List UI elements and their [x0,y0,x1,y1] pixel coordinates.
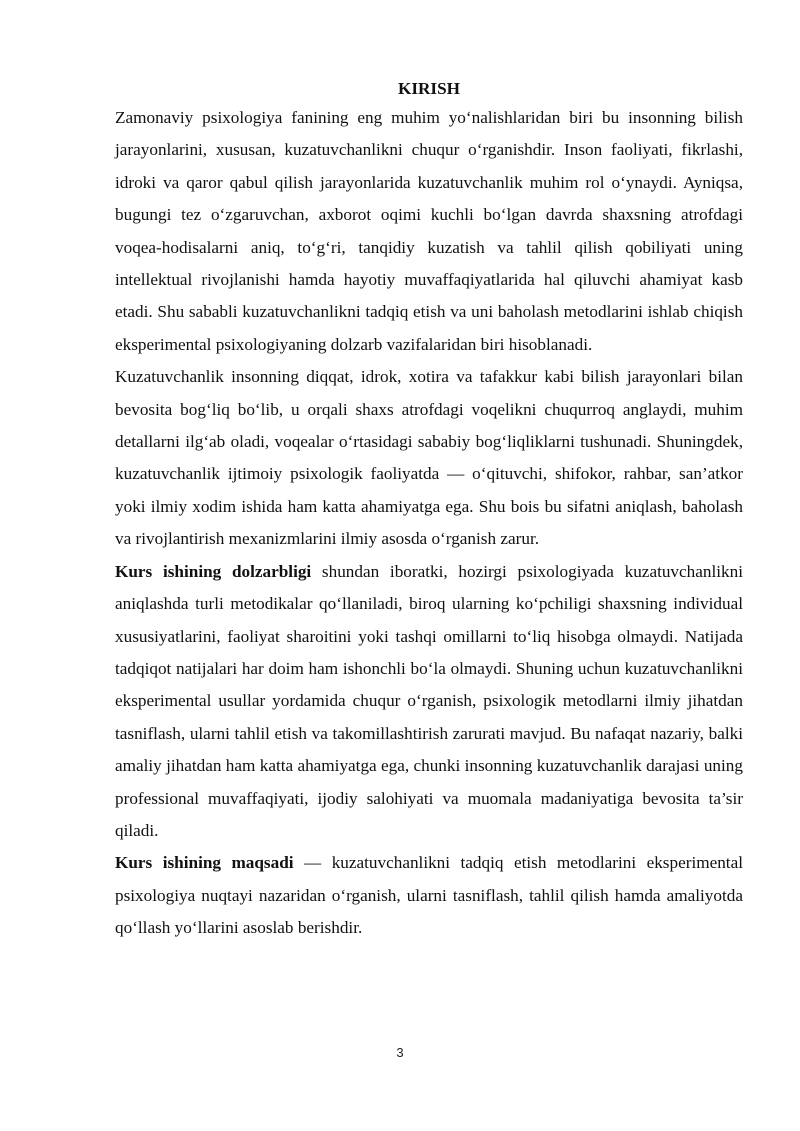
goal-text: — kuzatuvchanlikni tadqiq etish metodlarini eksperimental psixologiya nuqtayi nazaridan o‘rganish, ularni tasniflash, tahlil qilish hamda amaliyotda qo‘llash yo‘llarini asoslab berishdir. [115,853,743,938]
paragraph-goal [115,847,743,944]
page-number: 3 [396,1045,404,1060]
paragraph-introduction: Zamonaviy psixologiya fanining eng muhim yo‘nalishlaridan biri bu insonning bilish jarayonlarini, xususan, kuzatuvchanlikni chuqur o‘rganishdir. Inson faoliyati, fikrlashi, idroki va qaror qabul qilish jarayonlarida kuzatuvchanlik muhim rol o‘ynaydi. Ayniqsa, bugungi tez o‘zgaruvchan, axborot oqimi kuchli bo‘lgan davrda shaxsning atrofdagi voqea-hodisalarni aniq, to‘g‘ri, tanqidiy kuzatish va tahlil qilish qobiliyati uning intellektual rivojlanishi hamda hayotiy muvaffaqiyatlarida hal qiluvchi ahamiyat kasb etadi. Shu sababli kuzatuvchanlikni tadqiq etish va uni baholash metodlarini ishlab chiqish eksperimental psixologiyaning dolzarb vazifalaridan biri hisoblanadi. [115,108,743,354]
paragraph-observation: Kuzatuvchanlik insonning diqqat, idrok, xotira va tafakkur kabi bilish jarayonlari bilan bevosita bog‘liq bo‘lib, u orqali shaxs atrofdagi voqelikni chuqurroq anglaydi, muhim detallarni ilg‘ab oladi, voqealar o‘rtasidagi sababiy bog‘liqliklarni tushunadi. Shuningdek, kuzatuvchanlik ijtimoiy psixologik faoliyatda — o‘qituvchi, shifokor, rahbar, san’atkor yoki ilmiy xodim ishida ham katta ahamiyatga ega. Shu bois bu sifatni aniqlash, baholash va rivojlantirish mexanizmlarini ilmiy asosda o‘rganish zarur. [115,367,743,549]
section-title: KIRISH [397,79,461,98]
relevance-heading: Kurs ishining dolzarbligi [115,561,312,581]
goal-heading: Kurs ishining maqsadi [115,853,294,873]
document-body [115,76,743,945]
relevance-text: shundan iboratki, hozirgi psixologiyada kuzatuvchanlikni aniqlashda turli metodikalar qo‘llaniladi, biroq ularning ko‘pchiligi shaxsning individual xususiyatlarini, faoliyat sharoitini yoki tashqi omillarni to‘liq hisobga olmaydi. Natijada tadqiqot natijalari har doim ham ishonchli bo‘la olmaydi. Shuning uchun kuzatuvchanlikni eksperimental usullar yordamida chuqur o‘rganish, psixologik metodlarni ilmiy jihatdan tasniflash, ularni tahlil etish va takomillashtirish zarurati mavjud. Bu nafaqat nazariy, balki amaliy jihatdan ham katta ahamiyatga ega, chunki insonning kuzatuvchanlik darajasi uning professional muvaffaqiyati, ijodiy salohiyati va muomala madaniyatiga bevosita ta’sir qiladi. [115,561,743,840]
paragraph-relevance [115,556,743,848]
